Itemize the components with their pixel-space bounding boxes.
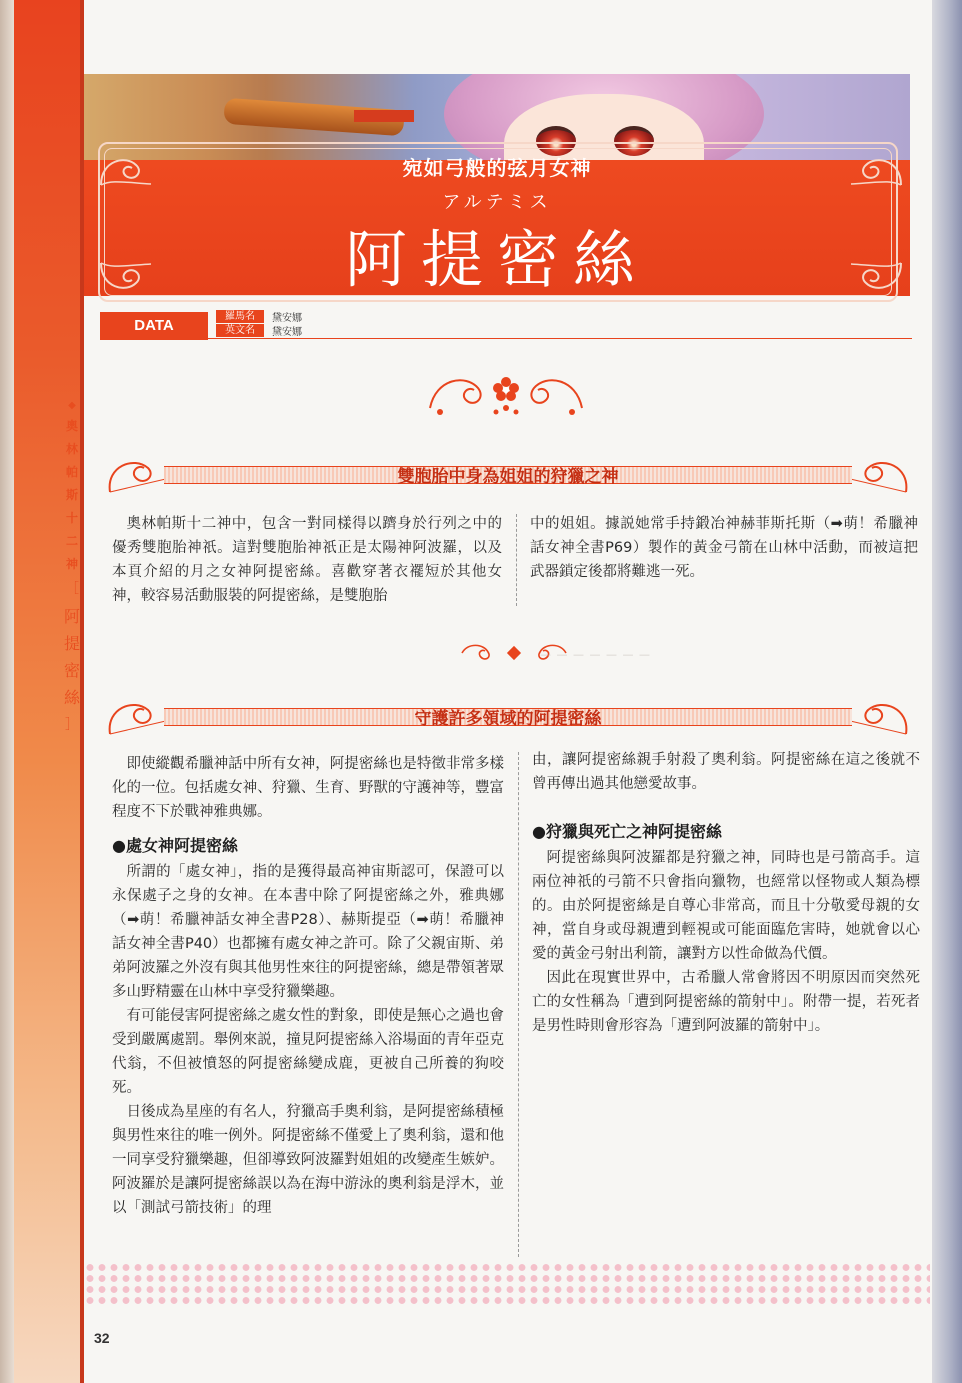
- side-name-char: 阿: [63, 607, 80, 626]
- data-row-english: [216, 324, 302, 337]
- data-rule: [208, 338, 912, 339]
- paragraph: 中的姐姐。據説她常手持鍛冶神赫菲斯托斯（➡萌！希臘神話女神全書P69）製作的黃金弓箭在山林中活動，而被這把武器鎖定後都將難逃一死。: [530, 516, 918, 580]
- page-number: 32: [94, 1330, 110, 1346]
- bracket-close: ］: [65, 717, 79, 733]
- paragraph: 日後成為星座的有名人，狩獵高手奧利翁，是阿提密絲積極與男性來往的唯一例外。阿提密絲不僅愛上了奧利翁，還和他一同享受狩獵樂趣，但卻導致阿波羅對姐姐的改變產生嫉妒。阿波羅於是讓阿提密絲誤以為在海中游泳的奧利翁是浮木，並以「測試弓箭技術」的理: [112, 1104, 504, 1216]
- side-series-char: 二: [65, 534, 78, 548]
- side-series-char: 林: [65, 442, 78, 456]
- section-heading-2: [104, 698, 912, 734]
- side-series-char: 斯: [65, 488, 78, 502]
- data-value: 黛安娜: [272, 313, 302, 324]
- data-value: 黛安娜: [272, 327, 302, 338]
- section2-left-column: [112, 752, 504, 1220]
- side-section-label: [62, 400, 82, 734]
- section-heading-1: [104, 456, 912, 492]
- data-row-roman: [216, 310, 302, 323]
- show-through-text: — — — — — — —: [540, 648, 651, 661]
- side-series-char: 奧: [65, 419, 78, 433]
- data-key: 英文名: [216, 324, 264, 337]
- section1-right-column: [530, 512, 918, 584]
- data-key: 羅馬名: [216, 310, 264, 323]
- bottom-dot-pattern: [84, 1262, 930, 1306]
- page-spine: [0, 0, 14, 1383]
- subheading: ●處女神阿提密絲: [112, 836, 238, 855]
- side-name-char: 提: [63, 634, 80, 653]
- paragraph: 因此在現實世界中，古希臘人常會將因不明原因而突然死亡的女性稱為「遭到阿提密絲的箭射中」。附帶一提，若死者是男性時則會形容為「遭到阿波羅的箭射中」。: [532, 970, 920, 1034]
- paragraph: 阿提密絲與阿波羅都是狩獵之神，同時也是弓箭高手。這兩位神祇的弓箭不只會指向獵物，也經常以怪物或人類為標的。由於阿提密絲是自尊心非常高，而且十分敬愛母親的女神，當自身或母親遭到輕視或可能面臨危害時，她就會以心愛的黃金弓射出利箭，讓對方以性命做為代價。: [532, 850, 920, 962]
- subheading: ●狩獵與死亡之神阿提密絲: [532, 822, 722, 841]
- diamond-icon: ◆: [68, 400, 76, 411]
- next-page-edge: [932, 0, 962, 1383]
- paragraph: 所謂的「處女神」，指的是獲得最高神宙斯認可，保證可以永保處子之身的女神。在本書中除了阿提密絲之外，雅典娜（➡萌！希臘神話女神全書P28）、赫斯提亞（➡萌！希臘神話女神全書P40）也都擁有處女神之許可。除了父親宙斯、弟弟阿波羅之外沒有與其他男性來往的阿提密絲，總是帶領著眾多山野精靈在山林中享受狩獵樂趣。: [112, 864, 504, 1000]
- page-subtitle: 宛如弓般的弦月女神: [402, 156, 592, 180]
- side-series-char: 神: [65, 557, 78, 571]
- title-ruby: アルテミス: [442, 192, 552, 213]
- data-tag: DATA: [100, 312, 208, 340]
- section1-left-column: [112, 512, 502, 608]
- side-series-char: 十: [65, 511, 78, 525]
- section-heading-text: 守護許多領域的阿提密絲: [414, 709, 602, 729]
- paragraph: 奧林帕斯十二神中，包含一對同樣得以躋身於行列之中的優秀雙胞胎神祇。這對雙胞胎神祇正是太陽神阿波羅，以及本頁介紹的月之女神阿提密絲。喜歡穿著衣襬短於其他女神，較容易活動服裝的阿提密絲，是雙胞胎: [112, 516, 502, 604]
- ornament-icon: [426, 368, 586, 420]
- paragraph: 由，讓阿提密絲親手射殺了奧利翁。阿提密絲在這之後就不曾再傳出過其他戀愛故事。: [532, 752, 920, 792]
- column-divider: [516, 514, 517, 606]
- section-heading-text: 雙胞胎中身為姐姐的狩獵之神: [397, 467, 619, 487]
- column-divider: [518, 752, 519, 1257]
- side-series-char: 帕: [65, 465, 78, 479]
- side-name-char: 絲: [63, 688, 80, 707]
- paragraph: 有可能侵害阿提密絲之處女性的對象，即使是無心之過也會受到嚴厲處罰。舉例來説，撞見阿提密絲入浴場面的青年亞克代翁，不但被憤怒的阿提密絲變成鹿，更被自己所養的狗咬死。: [112, 1008, 504, 1096]
- side-name-char: 密: [63, 661, 80, 680]
- page-title: 阿提密絲: [344, 223, 649, 296]
- side-name: [64, 604, 80, 708]
- paragraph: 即使縱觀希臘神話中所有女神，阿提密絲也是特徵非常多樣化的一位。包括處女神、狩獵、生育、野獸的守護神等，豐富程度不下於戰神雅典娜。: [112, 756, 504, 820]
- tool-tip-illustration: [354, 110, 414, 122]
- bracket-open: ［: [65, 581, 79, 597]
- section2-right-column: [532, 748, 920, 1038]
